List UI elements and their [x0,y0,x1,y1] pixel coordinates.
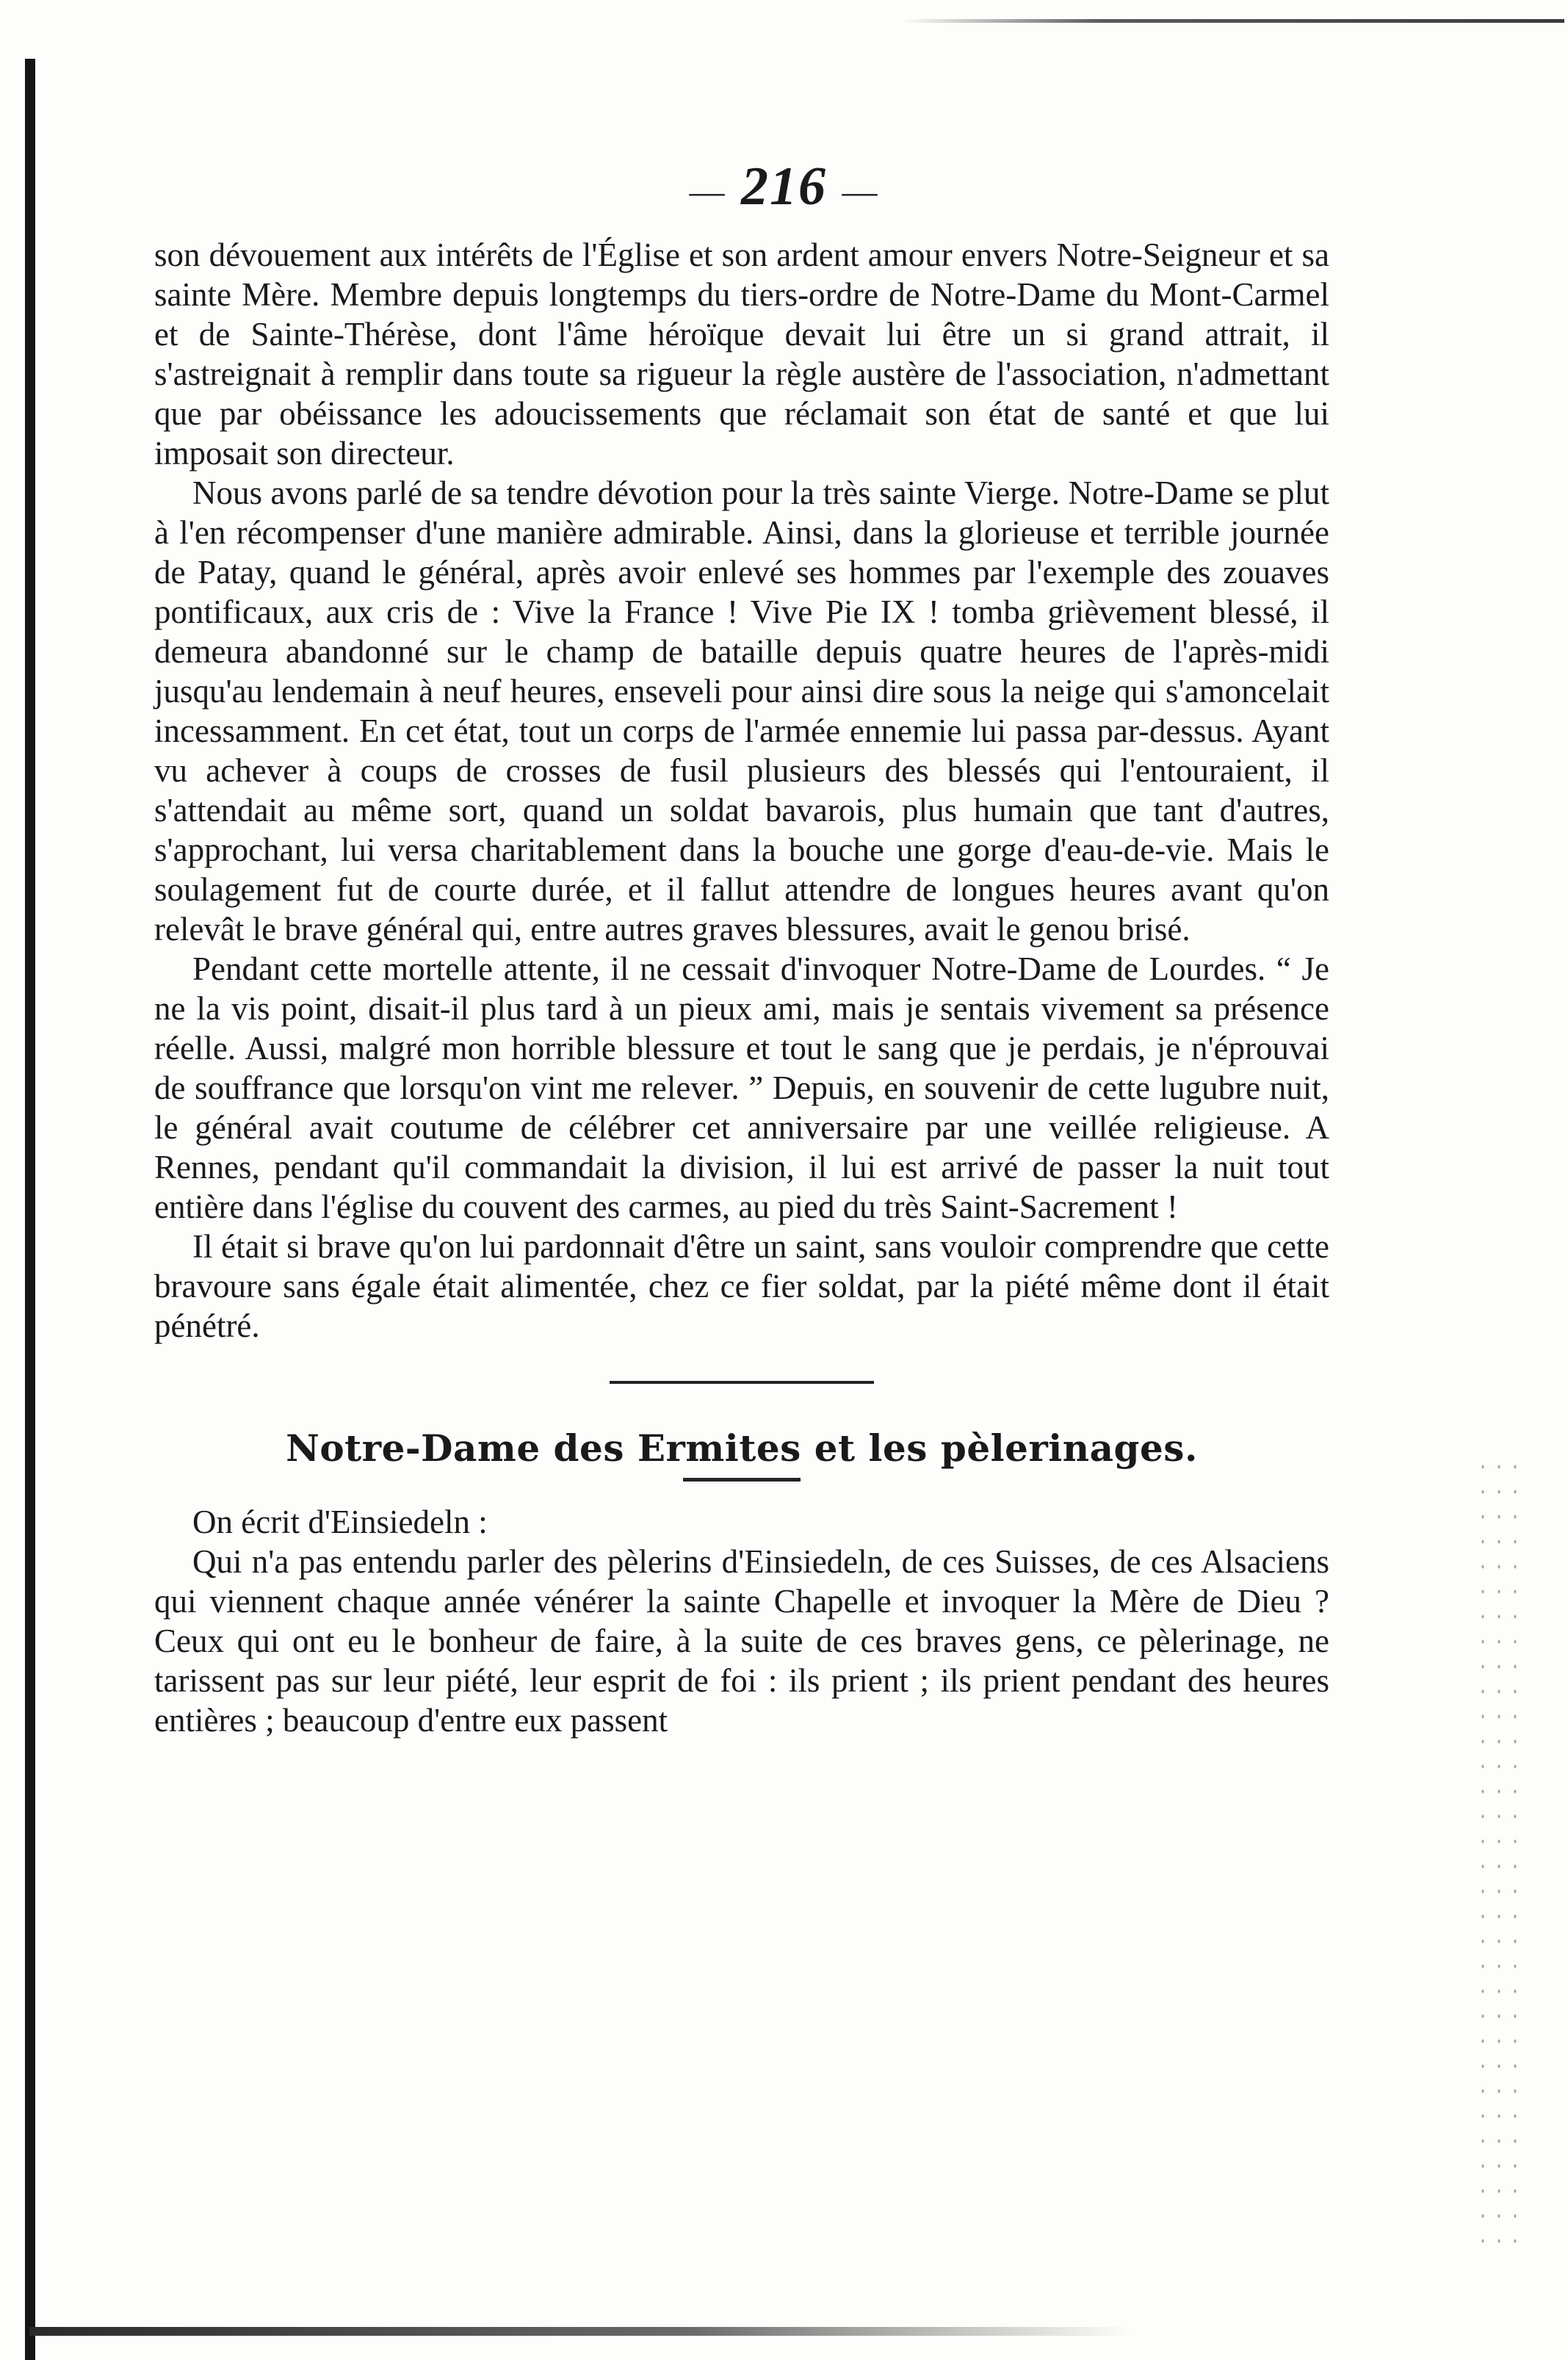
ornament-left-icon: — [689,172,726,212]
page-number-text: 216 [741,156,827,217]
section-paragraph-2: Qui n'a pas entendu parler des pèlerins d'Einsiedeln, de ces Suisses, de ces Alsaciens qui viennent chaque année vénérer la sainte Chapelle et invoquer la Mère de Dieu ? Ceux qui ont eu le bonheur de faire, à la suite de ces braves gens, ce pèlerinage, ne tarissent pas sur leur piété, leur esprit de foi : ils prient ; ils prient pendant des heures entières ; beaucoup d'entre eux passent [154,1543,1329,1739]
section-paragraph-1: On écrit d'Einsiedeln : [192,1504,488,1540]
binding-shadow [29,2327,1131,2336]
page-number [0,156,1568,218]
section-title: Notre-Dame des Ermites et les pèlerinages. [286,1426,1198,1470]
scan-top-artifact [903,19,1564,23]
paragraph-4: Il était si brave qu'on lui pardonnait d'être un saint, sans vouloir comprendre que cette bravoure sans égale était alimentée, chez ce fier soldat, par la piété même dont il était pénétré. [154,1228,1329,1344]
binding-edge [25,59,35,2360]
section-divider [610,1381,874,1384]
page-body [154,235,1329,1740]
title-underline [683,1478,801,1482]
paragraph-2: Nous avons parlé de sa tendre dévotion pour la très sainte Vierge. Notre-Dame se plut à l'en récompenser d'une manière admirable. Ainsi, dans la glorieuse et terrible journée de Patay, quand le général, après avoir enlevé ses hommes par l'exemple des zouaves pontificaux, aux cris de : Vive la France ! Vive Pie IX ! tomba grièvement blessé, il demeura abandonné sur le champ de bataille depuis quatre heures de l'après-midi jusqu'au lendemain à neuf heures, enseveli pour ainsi dire sous la neige qui s'amoncelait incessamment. En cet état, tout un corps de l'armée ennemie lui passa par-dessus. Ayant vu achever à coups de crosses de fusil plusieurs des blessés qui l'entouraient, il s'attendait au même sort, quand un soldat bavarois, plus humain que tant d'autres, s'approchant, lui versa charitablement dans la bouche une gorge d'eau-de-vie. Mais le soulagement fut de courte durée, et il fallut attendre de longues heures avant qu'on relevât le brave général qui, entre autres graves blessures, avait le genou brisé. [154,474,1329,948]
scan-noise [1475,1454,1519,2262]
ornament-right-icon: — [842,172,879,212]
paragraph-3: Pendant cette mortelle attente, il ne cessait d'invoquer Notre-Dame de Lourdes. “ Je ne la vis point, disait-il plus tard à un pieux ami, mais je sentais vivement sa présence réelle. Aussi, malgré mon horrible blessure et tout le sang que je perdais, je n'éprouvai de souffrance que lorsqu'on vint me relever. ” Depuis, en souvenir de cette lugubre nuit, le général avait coutume de célébrer cet anniversaire par une veillée religieuse. A Rennes, pendant qu'il commandait la division, il lui est arrivé de passer la nuit tout entière dans l'église du couvent des carmes, au pied du très Saint-Sacrement ! [154,950,1329,1225]
paragraph-1: son dévouement aux intérêts de l'Église et son ardent amour envers Notre-Seigneur et sa sainte Mère. Membre depuis longtemps du tiers-ordre de Notre-Dame du Mont-Carmel et de Sainte-Thérèse, dont l'âme héroïque devait lui être un si grand attrait, il s'astreignait à remplir dans toute sa rigueur la règle austère de l'association, n'admettant que par obéissance les adoucissements que réclamait son état de santé et que lui imposait son directeur. [154,237,1329,472]
